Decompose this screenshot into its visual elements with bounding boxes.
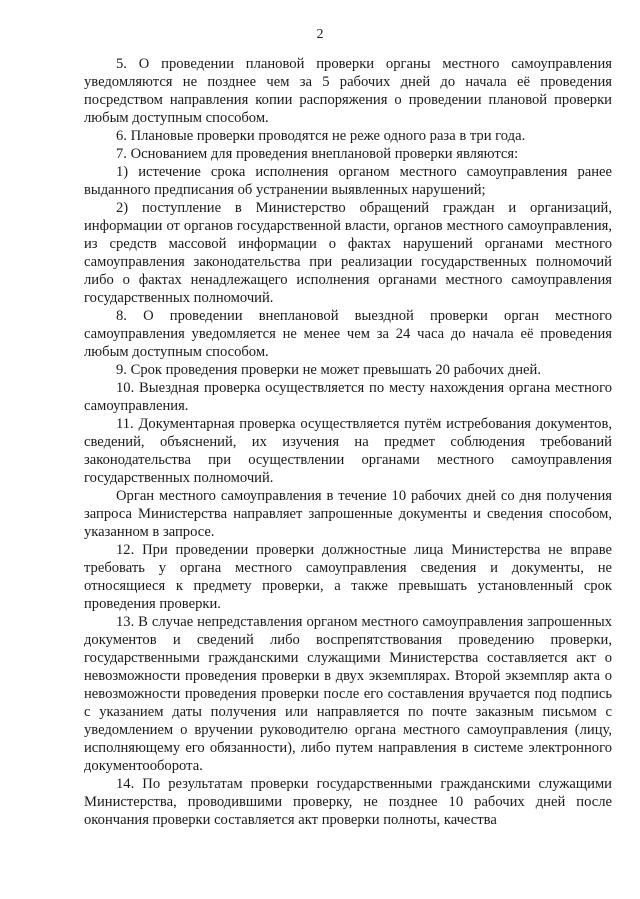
paragraph: 5. О проведении плановой проверки органы местного самоуправления уведомляются не позднее чем за 5 рабочих дней до начала её проведения посредством направления копии распоряжения о проведении плановой проверки любым доступным способом. <box>84 56 612 126</box>
paragraph: 7. Основанием для проведения внеплановой проверки являются: <box>116 146 519 162</box>
paragraph: 10. Выездная проверка осуществляется по месту нахождения органа местного самоуправления. <box>84 380 612 414</box>
paragraph: 13. В случае непредставления органом местного самоуправления запрошенных документов и сведений либо воспрепятствования проведению проверки, государственными гражданскими служащими Министерства составляется акт о невозможности проведения проверки в двух экземплярах. Второй экземпляр акта о невозможности проведения проверки после его составления вручается под подпись с указанием даты получения или направляется по почте заказным письмом с уведомлением о вручении руководителю органа местного самоуправления (лицу, исполняющему его обязанности), либо путем направления в системе электронного документооборота. <box>84 614 612 774</box>
paragraph: Орган местного самоуправления в течение 10 рабочих дней со дня получения запроса Министерства направляет запрошенные документы и сведения способом, указанном в запросе. <box>84 488 612 540</box>
paragraph: 12. При проведении проверки должностные лица Министерства не вправе требовать у органа местного самоуправления сведения и документы, не относящиеся к предмету проверки, а также превышать установленный срок проведения проверки. <box>84 542 612 612</box>
paragraph: 8. О проведении внеплановой выездной проверки орган местного самоуправления уведомляется не менее чем за 24 часа до начала её проведения любым доступным способом. <box>84 308 612 360</box>
paragraph: 14. По результатам проверки государственными гражданскими служащими Министерства, проводившими проверку, не позднее 10 рабочих дней после окончания проверки составляется акт проверки полноты, качества <box>84 776 612 828</box>
paragraph: 2) поступление в Министерство обращений граждан и организаций, информации от органов государственной власти, органов местного самоуправления, из средств массовой информации о фактах нарушений органами местного самоуправления законодательства при реализации государственных полномочий либо о фактах ненадлежащего исполнения органами местного самоуправления государственных полномочий. <box>84 200 612 306</box>
paragraph: 11. Документарная проверка осуществляется путём истребования документов, сведений, объяснений, их изучения на предмет соблюдения требований законодательства при осуществлении органами местного самоуправления государственных полномочий. <box>84 416 612 486</box>
paragraph: 9. Срок проведения проверки не может превышать 20 рабочих дней. <box>116 362 541 378</box>
page-number: 2 <box>316 27 324 42</box>
paragraph: 6. Плановые проверки проводятся не реже одного раза в три года. <box>116 128 526 144</box>
document-body <box>84 55 612 829</box>
paragraph: 1) истечение срока исполнения органом местного самоуправления ранее выданного предписания об устранении выявленных нарушений; <box>84 164 612 198</box>
